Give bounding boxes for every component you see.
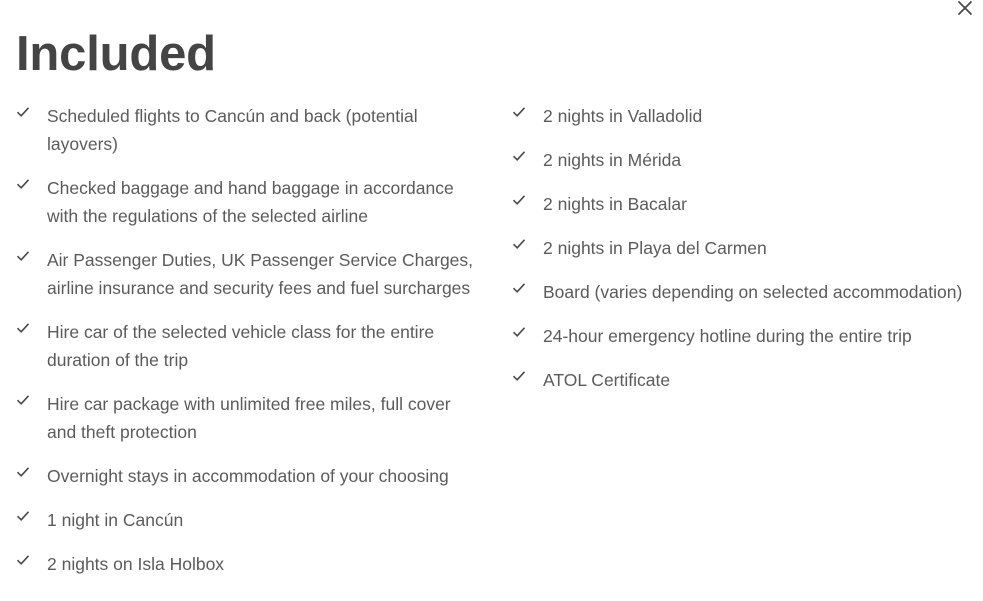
- included-item-text: Hire car of the selected vehicle class for the entire duration of the trip: [47, 322, 435, 370]
- checkmark-icon: [16, 393, 30, 407]
- included-item-text: 2 nights in Mérida: [543, 150, 682, 170]
- included-item: [16, 462, 486, 490]
- checkmark-icon: [512, 325, 526, 339]
- included-item-text: Air Passenger Duties, UK Passenger Service Charges, airline insurance and security fees and fuel surcharges: [47, 250, 474, 298]
- included-item-text: 2 nights in Valladolid: [543, 106, 703, 126]
- included-item: [512, 234, 977, 262]
- dialog-title: Included: [16, 27, 216, 81]
- included-item-text: Board (varies depending on selected accommodation): [543, 282, 963, 302]
- included-item: [512, 190, 977, 218]
- checkmark-icon: [16, 465, 30, 479]
- included-item: [16, 174, 486, 230]
- included-item: [16, 506, 486, 534]
- included-item: [16, 102, 486, 158]
- checkmark-icon: [16, 105, 30, 119]
- checkmark-icon: [16, 177, 30, 191]
- included-item: [16, 246, 486, 302]
- included-item-text: Checked baggage and hand baggage in accordance with the regulations of the selected airline: [47, 178, 454, 226]
- included-item: [16, 390, 486, 446]
- included-item-text: ATOL Certificate: [543, 370, 671, 390]
- checkmark-icon: [512, 149, 526, 163]
- included-item-text: Scheduled flights to Cancún and back (potential layovers): [47, 106, 418, 154]
- checkmark-icon: [16, 321, 30, 335]
- included-list-left: [16, 102, 486, 594]
- included-item-text: Hire car package with unlimited free miles, full cover and theft protection: [47, 394, 451, 442]
- included-item-text: 2 nights on Isla Holbox: [47, 554, 225, 574]
- checkmark-icon: [16, 249, 30, 263]
- included-item-text: Overnight stays in accommodation of your choosing: [47, 466, 449, 486]
- included-item: [512, 366, 977, 394]
- checkmark-icon: [512, 193, 526, 207]
- included-item: [16, 550, 486, 578]
- checkmark-icon: [512, 281, 526, 295]
- included-item: [512, 322, 977, 350]
- close-button[interactable]: [953, 0, 977, 19]
- checkmark-icon: [512, 237, 526, 251]
- included-item: [512, 146, 977, 174]
- included-item: [512, 278, 977, 306]
- checkmark-icon: [512, 369, 526, 383]
- close-icon: [957, 0, 973, 16]
- included-item-text: 2 nights in Bacalar: [543, 194, 687, 214]
- included-item-text: 1 night in Cancún: [47, 510, 184, 530]
- checkmark-icon: [512, 105, 526, 119]
- included-item: [16, 318, 486, 374]
- checkmark-icon: [16, 509, 30, 523]
- included-list-right: [512, 102, 977, 410]
- checkmark-icon: [16, 553, 30, 567]
- included-item: [512, 102, 977, 130]
- included-item-text: 24-hour emergency hotline during the entire trip: [543, 326, 912, 346]
- included-item-text: 2 nights in Playa del Carmen: [543, 238, 767, 258]
